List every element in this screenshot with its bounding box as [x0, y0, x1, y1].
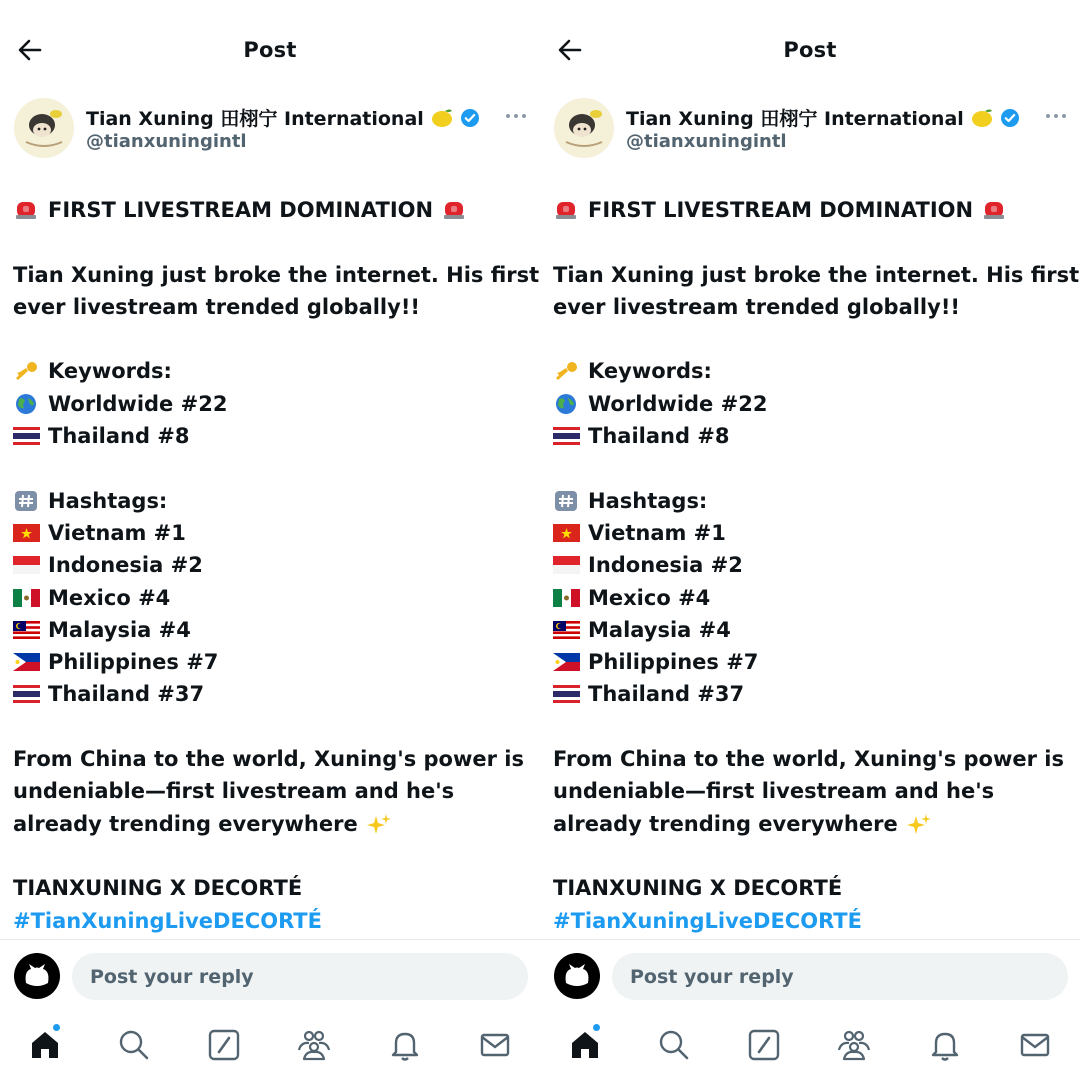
- hashtag-indonesia: Indonesia #2: [13, 549, 528, 581]
- user-avatar[interactable]: [554, 953, 600, 999]
- hashtag-mexico: Mexico #4: [13, 582, 528, 614]
- hashtag-link[interactable]: #TianXuningLiveDECORTÉ: [13, 908, 322, 933]
- hashtag-malaysia: Malaysia #4: [553, 614, 1068, 646]
- flag-mexico-icon: [13, 588, 40, 608]
- hashtag-indonesia: Indonesia #2: [553, 549, 1068, 581]
- hashtag-philippines: Philippines #7: [553, 646, 1068, 678]
- author-handle[interactable]: @tianxuningintl: [626, 131, 787, 152]
- notification-dot: [593, 1024, 600, 1031]
- outro-line-3: already trending everywhere: [13, 808, 528, 840]
- hashtag-thailand: Thailand #37: [13, 678, 528, 710]
- divider: [540, 939, 1080, 940]
- intro-line-2: ever livestream trended globally!!: [13, 294, 420, 319]
- author-name-text: Tian Xuning 田栩宁 International: [86, 108, 424, 130]
- notifications-icon[interactable]: [928, 1028, 962, 1062]
- globe-emoji-icon: [553, 394, 580, 414]
- flag-mexico-icon: [553, 588, 580, 608]
- search-icon[interactable]: [657, 1028, 691, 1062]
- communities-icon[interactable]: [297, 1028, 331, 1062]
- hash-keycap-icon: [13, 491, 40, 511]
- flag-indonesia-icon: [13, 555, 40, 575]
- keyword-worldwide: Worldwide #22: [13, 388, 528, 420]
- flag-thailand-icon: [13, 426, 40, 446]
- page-title: Post: [243, 38, 297, 62]
- home-icon[interactable]: [28, 1028, 62, 1062]
- flag-vietnam-icon: [13, 523, 40, 543]
- flag-philippines-icon: [553, 652, 580, 672]
- collab-line: TIANXUNING X DECORTÉ: [13, 876, 303, 901]
- keywords-heading: Keywords:: [553, 355, 1068, 387]
- intro-line-1: Tian Xuning just broke the internet. His first: [553, 262, 1080, 287]
- flag-vietnam-icon: [553, 523, 580, 543]
- sparkles-emoji-icon: [366, 814, 393, 834]
- headline-line: FIRST LIVESTREAM DOMINATION: [553, 194, 1068, 226]
- flag-philippines-icon: [13, 652, 40, 672]
- author-name-text: Tian Xuning 田栩宁 International: [626, 108, 964, 130]
- hashtag-vietnam: Vietnam #1: [553, 517, 1068, 549]
- hashtag-link[interactable]: #TianXuningLiveDECORTÉ: [553, 908, 862, 933]
- messages-icon[interactable]: [1018, 1028, 1052, 1062]
- more-options-icon[interactable]: [1044, 104, 1068, 128]
- intro-line-1: Tian Xuning just broke the internet. His first: [13, 262, 540, 287]
- outro-line-1: From China to the world, Xuning's power is: [553, 747, 1064, 772]
- messages-icon[interactable]: [478, 1028, 512, 1062]
- author-name[interactable]: [86, 104, 480, 131]
- grok-icon[interactable]: [747, 1028, 781, 1062]
- hashtag-malaysia: Malaysia #4: [13, 614, 528, 646]
- collab-line: TIANXUNING X DECORTÉ: [553, 876, 843, 901]
- reply-box[interactable]: [612, 953, 1068, 1000]
- hash-keycap-icon: [553, 491, 580, 511]
- search-icon[interactable]: [117, 1028, 151, 1062]
- keywords-heading: Keywords:: [13, 355, 528, 387]
- keyword-worldwide: Worldwide #22: [553, 388, 1068, 420]
- verified-badge-icon: [1000, 108, 1020, 128]
- author-avatar[interactable]: [14, 98, 74, 158]
- hashtag-philippines: Philippines #7: [13, 646, 528, 678]
- outro-line-2: undeniable—first livestream and he's: [13, 779, 455, 804]
- grok-icon[interactable]: [207, 1028, 241, 1062]
- more-options-icon[interactable]: [504, 104, 528, 128]
- flag-malaysia-icon: [553, 620, 580, 640]
- author-name[interactable]: [626, 104, 1020, 131]
- notification-dot: [53, 1024, 60, 1031]
- bottom-nav: [0, 1020, 540, 1070]
- reply-input[interactable]: [628, 965, 1068, 989]
- verified-badge-icon: [460, 108, 480, 128]
- hashtag-mexico: Mexico #4: [553, 582, 1068, 614]
- top-bar: [0, 24, 540, 80]
- home-icon[interactable]: [568, 1028, 602, 1062]
- hashtag-thailand: Thailand #37: [553, 678, 1068, 710]
- outro-line-1: From China to the world, Xuning's power is: [13, 747, 524, 772]
- author-handle[interactable]: @tianxuningintl: [86, 131, 247, 152]
- hashtags-heading: Hashtags:: [553, 485, 1068, 517]
- key-emoji-icon: [13, 361, 40, 381]
- communities-icon[interactable]: [837, 1028, 871, 1062]
- user-avatar[interactable]: [14, 953, 60, 999]
- divider: [0, 939, 540, 940]
- post-body: [553, 194, 1080, 937]
- hashtags-heading: Hashtags:: [13, 485, 528, 517]
- keyword-thailand: Thailand #8: [553, 420, 1068, 452]
- siren-emoji-icon: [981, 200, 1008, 220]
- post-body: [13, 194, 540, 937]
- page-title: Post: [783, 38, 837, 62]
- keyword-thailand: Thailand #8: [13, 420, 528, 452]
- headline-line: FIRST LIVESTREAM DOMINATION: [13, 194, 528, 226]
- post-panel-right: [540, 0, 1080, 1080]
- flag-thailand-icon: [13, 684, 40, 704]
- flag-indonesia-icon: [553, 555, 580, 575]
- flag-thailand-icon: [553, 426, 580, 446]
- siren-emoji-icon: [553, 200, 580, 220]
- outro-line-2: undeniable—first livestream and he's: [553, 779, 995, 804]
- hashtag-vietnam: Vietnam #1: [13, 517, 528, 549]
- siren-emoji-icon: [13, 200, 40, 220]
- lemon-emoji-icon: [970, 107, 994, 129]
- siren-emoji-icon: [441, 200, 468, 220]
- sparkles-emoji-icon: [906, 814, 933, 834]
- notifications-icon[interactable]: [388, 1028, 422, 1062]
- key-emoji-icon: [553, 361, 580, 381]
- reply-box[interactable]: [72, 953, 528, 1000]
- flag-malaysia-icon: [13, 620, 40, 640]
- top-bar: [540, 24, 1080, 80]
- bottom-nav: [540, 1020, 1080, 1070]
- intro-line-2: ever livestream trended globally!!: [553, 294, 960, 319]
- flag-thailand-icon: [553, 684, 580, 704]
- lemon-emoji-icon: [430, 107, 454, 129]
- outro-line-3: already trending everywhere: [553, 808, 1068, 840]
- author-avatar[interactable]: [554, 98, 614, 158]
- reply-input[interactable]: [88, 965, 528, 989]
- globe-emoji-icon: [13, 394, 40, 414]
